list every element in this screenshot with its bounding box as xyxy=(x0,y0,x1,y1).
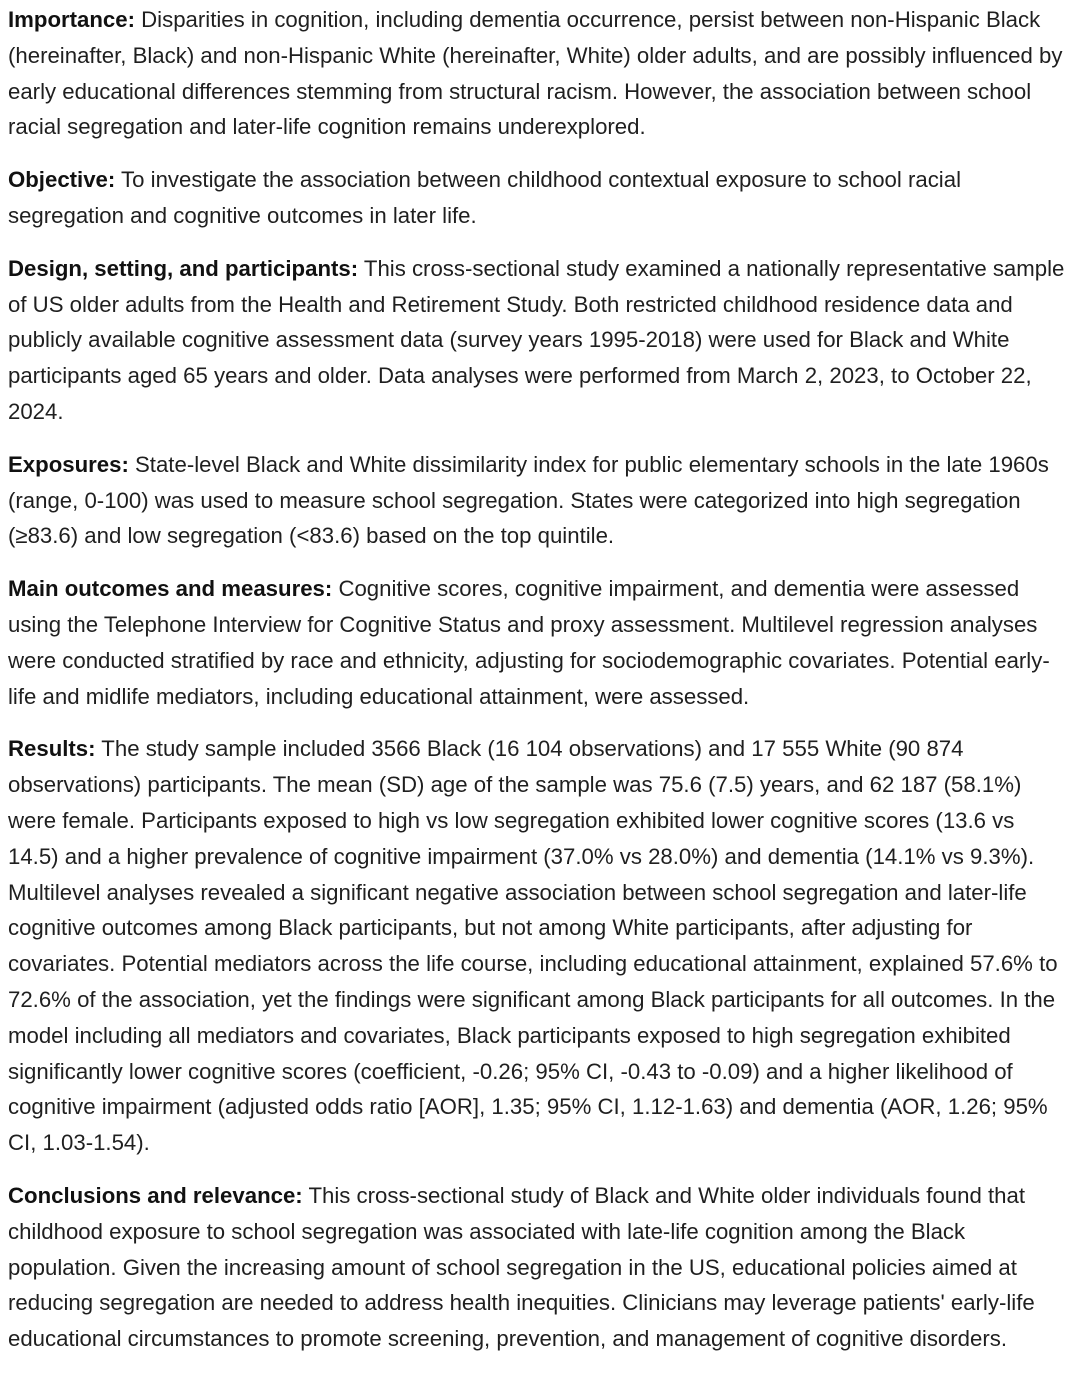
outcomes-text: Cognitive scores, cognitive impairment, and dementia were assessed using the Telephone Interview for Cognitive Status and proxy assessment. Multilevel regression analyses were conducted stratified by race and ethnicity, adjusting for sociodemographic covariates. Potential early-life and midlife mediators, including educational attainment, were assessed. xyxy=(8,576,1050,709)
outcomes-section xyxy=(8,571,1070,714)
objective-text: To investigate the association between childhood contextual exposure to school racial segregation and cognitive outcomes in later life. xyxy=(8,167,961,228)
exposures-section xyxy=(8,447,1070,554)
importance-text: Disparities in cognition, including dementia occurrence, persist between non-Hispanic Black (hereinafter, Black) and non-Hispanic White (hereinafter, White) older adults, and are possibly influenced by early educational differences stemming from structural racism. However, the association between school racial segregation and later-life cognition remains underexplored. xyxy=(8,7,1063,140)
conclusions-text: This cross-sectional study of Black and White older individuals found that childhood exposure to school segregation was associated with late-life cognition among the Black population. Given the increasing amount of school segregation in the US, educational policies aimed at reducing segregation are needed to address health inequities. Clinicians may leverage patients' early-life educational circumstances to promote screening, prevention, and management of cognitive disorders. xyxy=(8,1182,1035,1352)
outcomes-label: Main outcomes and measures: xyxy=(8,576,333,602)
design-label: Design, setting, and participants: xyxy=(8,255,359,281)
conclusions-label: Conclusions and relevance: xyxy=(8,1182,303,1208)
design-text: This cross-sectional study examined a nationally representative sample of US older adults from the Health and Retirement Study. Both restricted childhood residence data and publicly available cognitive assessment data (survey years 1995-2018) were used for Black and White participants aged 65 years and older. Data analyses were performed from March 2, 2023, to October 22, 2024. xyxy=(8,255,1065,424)
importance-section xyxy=(8,2,1070,145)
importance-label: Importance: xyxy=(8,7,135,32)
exposures-label: Exposures: xyxy=(8,451,129,477)
results-label: Results: xyxy=(8,736,96,762)
objective-section xyxy=(8,162,1070,234)
results-text: The study sample included 3566 Black (16 104 observations) and 17 555 White (90 874 observations) participants. The mean (SD) age of the sample was 75.6 (7.5) years, and 62 187 (58.1%) were female. Participants exposed to high vs low segregation exhibited lower cognitive scores (13.6 vs 14.5) and a higher prevalence of cognitive impairment (37.0% vs 28.0%) and dementia (14.1% vs 9.3%). Multilevel analyses revealed a significant negative association between school segregation and later-life cognitive outcomes among Black participants, but not among White participants, after adjusting for covariates. Potential mediators across the life course, including educational attainment, explained 57.6% to 72.6% of the association, yet the findings were significant among Black participants for all outcomes. In the model including all mediators and covariates, Black participants exposed to high segregation exhibited significantly lower cognitive scores (coefficient, -0.26; 95% CI, -0.43 to -0.09) and a higher likelihood of cognitive impairment (adjusted odds ratio [AOR], 1.35; 95% CI, 1.12-1.63) and dementia (AOR, 1.26; 95% CI, 1.03-1.54). xyxy=(8,736,1058,1156)
design-section xyxy=(8,251,1070,430)
conclusions-section xyxy=(8,1178,1070,1357)
results-section xyxy=(8,731,1070,1161)
objective-label: Objective: xyxy=(8,167,116,193)
exposures-text: State-level Black and White dissimilarity index for public elementary schools in the late 1960s (range, 0-100) was used to measure school segregation. States were categorized into high segregation (≥83.6) and low segregation (<83.6) based on the top quintile. xyxy=(8,451,1049,549)
